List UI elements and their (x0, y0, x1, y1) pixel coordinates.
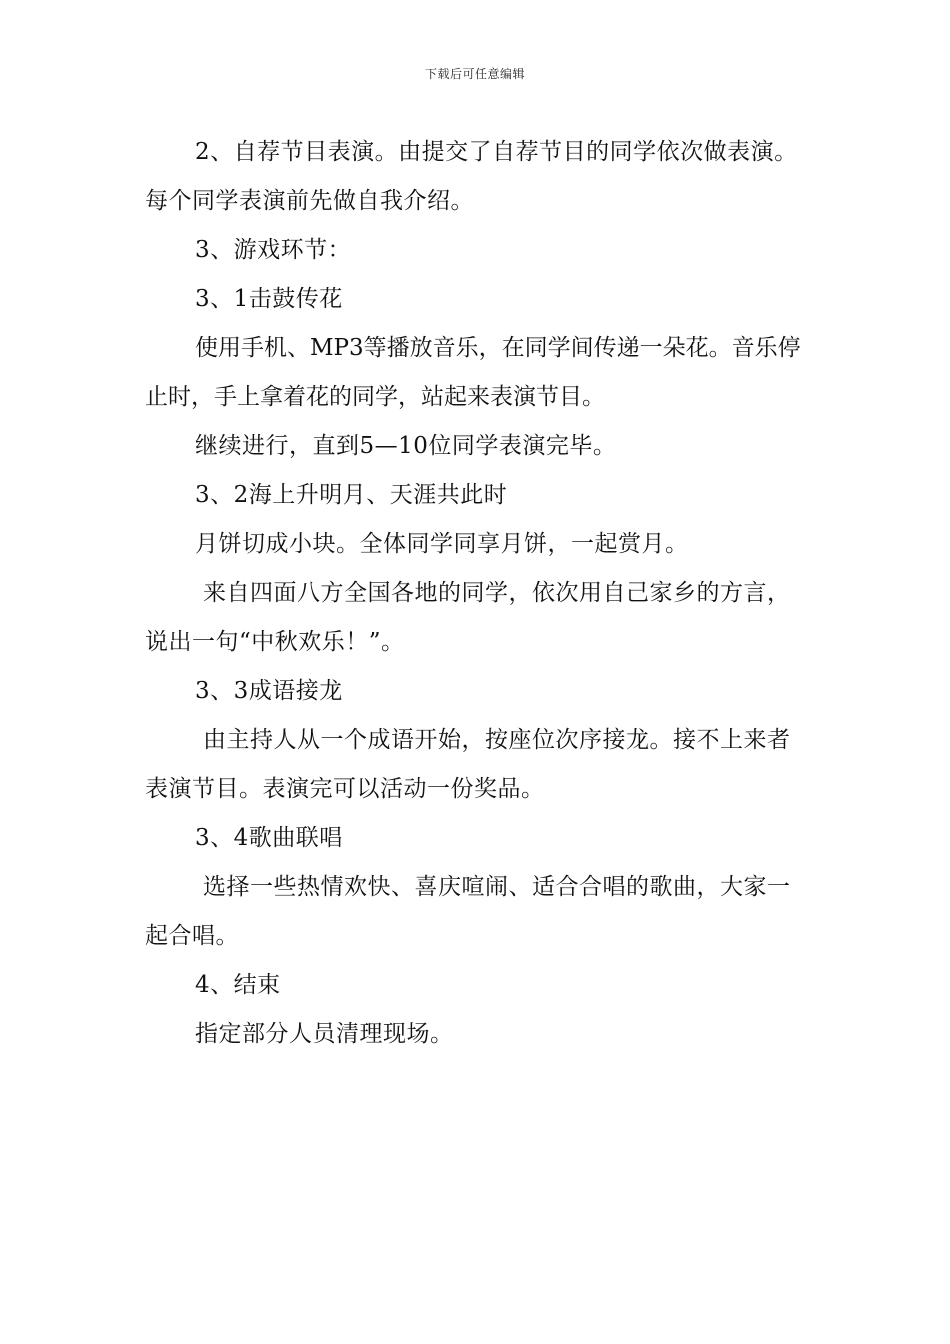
paragraph-end-heading: 4、结束 (195, 972, 281, 998)
paragraph-dialect-greeting: 来自四面八方全国各地的同学，依次用自己家乡的方言，说出一句“中秋欢乐！”。 (145, 580, 791, 655)
paragraph-self-recommended-show: 2、自荐节目表演。由提交了自荐节目的同学依次做表演。每个同学表演前先做自我介绍。 (145, 139, 798, 214)
paragraph-song-medley-rules: 选择一些热情欢快、喜庆喧闹、适合合唱的歌曲，大家一起合唱。 (145, 874, 791, 949)
paragraph-song-medley-heading: 3、4歌曲联唱 (195, 825, 343, 851)
document-body (145, 128, 809, 1059)
paragraph-pass-the-flower-heading: 3、1击鼓传花 (195, 286, 343, 312)
paragraph-continue: 继续进行，直到5—10位同学表演完毕。 (195, 433, 617, 459)
paragraph-games-heading: 3、游戏环节： (195, 237, 352, 263)
paragraph-idiom-chain-rules: 由主持人从一个成语开始，按座位次序接龙。接不上来者表演节目。表演完可以活动一份奖品。 (145, 727, 791, 802)
paragraph-cleanup: 指定部分人员清理现场。 (195, 1021, 454, 1047)
paragraph-idiom-chain-heading: 3、3成语接龙 (195, 678, 343, 704)
page-header: 下载后可任意编辑 (424, 67, 525, 81)
paragraph-moon-heading: 3、2海上升明月、天涯共此时 (195, 482, 508, 508)
paragraph-mooncake: 月饼切成小块。全体同学同享月饼，一起赏月。 (195, 531, 689, 557)
paragraph-pass-the-flower-rules: 使用手机、MP3等播放音乐，在同学间传递一朵花。音乐停止时，手上拿着花的同学，站起来表演节目。 (145, 335, 801, 410)
